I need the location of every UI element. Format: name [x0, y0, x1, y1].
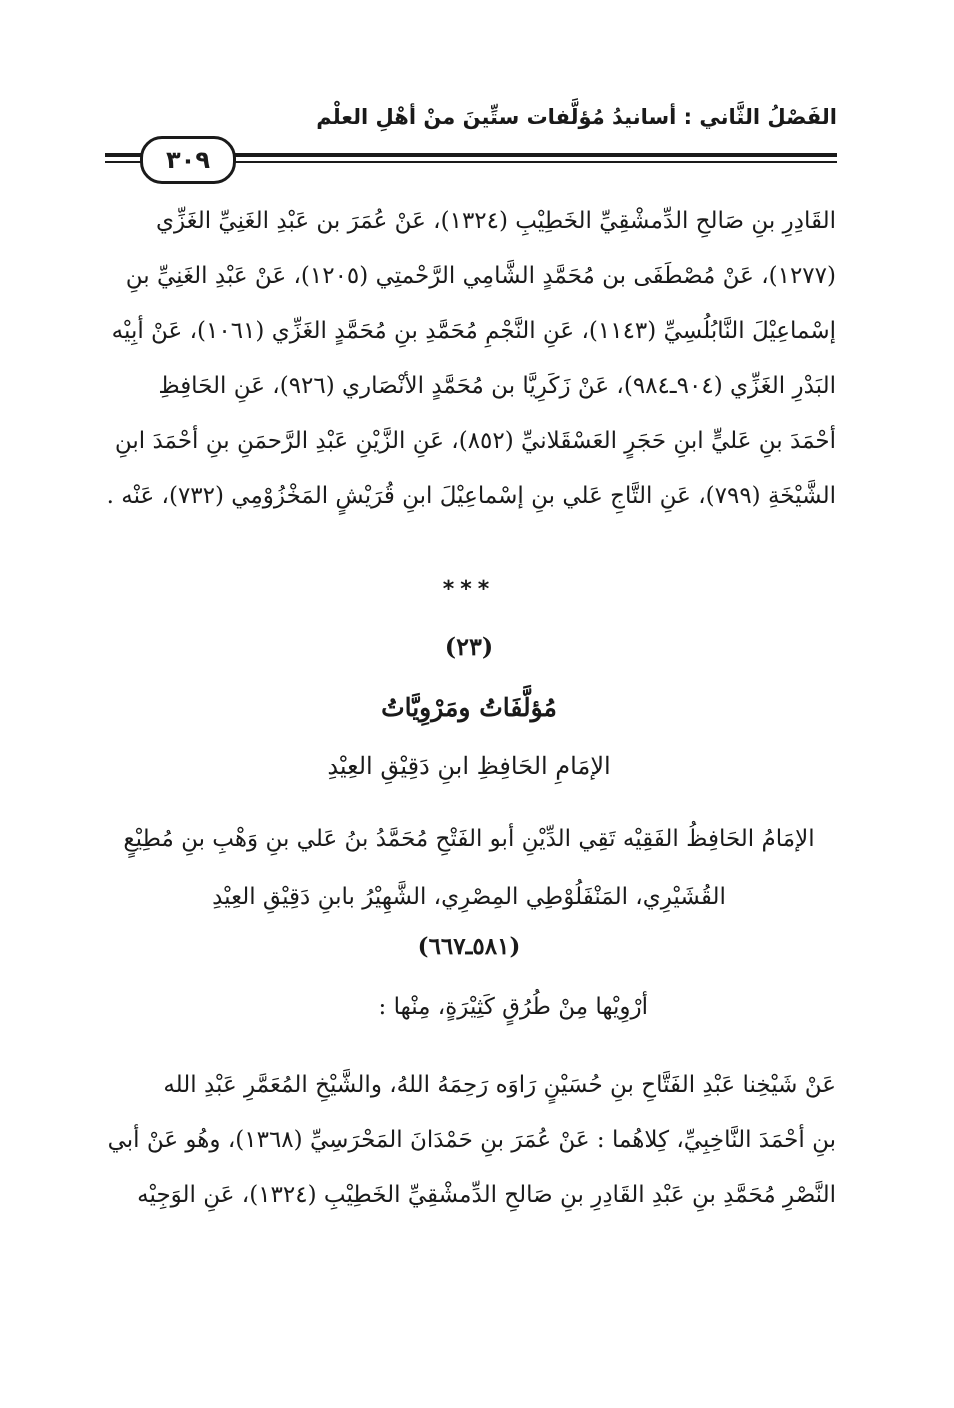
text-line: البَدْرِ الغَزِّي (٩٠٤ـ٩٨٤)، عَنْ زَكَرِيَّا بن مُحَمَّدٍ الأنْصَاري (٩٢٦)، عَنِ الحَافِظِ: [158, 373, 836, 399]
life-dates: (٥٨١ـ٦٦٧): [417, 933, 521, 960]
text-line: إسْماعِيْلَ النَّابُلُسِيِّ (١١٤٣)، عَنِ النَّجْمِ مُحَمَّدِ بنِ مُحَمَّدٍ الغَزِّي (١٠٦١)، عَنْ أبِيْه: [111, 318, 836, 344]
text-line: أحْمَدَ بنِ عَليٍّ ابنِ حَجَرٍ العَسْقَلانيِّ (٨٥٢)، عَنِ الزَّيْنِ عَبْدِ الرَّحمَنِ بنِ أحْمَدَ ابنِ: [114, 428, 836, 454]
intro-line: أرْوِيْها مِنْ طُرُقٍ كَثِيْرَةٍ، مِنْها :: [378, 994, 648, 1020]
full-name-line: القُشَيْرِي، المَنْفَلُوْطِي المِصْرِي، الشَّهِيْرُ بابنِ دَقِيْقِ العِيْدِ: [212, 884, 726, 910]
full-name-line: الإمَامُ الحَافِظُ الفَقِيْه تَقِي الدِّيْنِ أبو الفَتْحِ مُحَمَّدُ بنُ عَلي بنِ وَهْبِ بنِ مُطِيْعٍ: [123, 826, 815, 852]
section-subtitle: الإمَامِ الحَافِظِ ابنِ دَقِيْقِ العِيْدِ: [327, 752, 611, 780]
page-header: [105, 105, 837, 185]
text-line: (١٢٧٧)، عَنْ مُصْطَفَى بن مُحَمَّدٍ الشَّامِي الرَّحْمتِي (١٢٠٥)، عَنْ عَبْدِ الغَنِيِّ بنِ: [125, 263, 836, 289]
section-title: مُؤلَّفَاتُ ومَرْوِيَّاتُ: [381, 693, 557, 722]
text-line: عَنْ شَيْخِنا عَبْدِ الفَتَّاحِ بنِ حُسَيْنٍ رَاوَه رَحِمَهُ اللهُ، والشَّيْخِ المُعَمَّرِ عَبْدِ الله: [163, 1072, 836, 1098]
text-line: النَّصْرِ مُحَمَّدِ بنِ عَبْدِ القَادِرِ بنِ صَالحِ الدِّمشْقِيِّ الخَطِيْبِ (١٣٢٤)، عَنِ الوَجِيْه: [137, 1182, 836, 1208]
entry-number: (٢٣): [444, 632, 494, 661]
text-line: بنِ أحْمَدَ النَّاخِبِيِّ، كِلاهُما : عَنْ عُمَرَ بنِ حَمْدَانَ المَحْرَسِيِّ (١٣٦٨)، وهُو عَنْ أبي: [107, 1127, 836, 1153]
paragraph-top: [102, 194, 836, 524]
page-number: ٣٠٩: [140, 136, 236, 184]
text-line: القَادِرِ بنِ صَالحِ الدِّمشْقِيِّ الخَطِيْبِ (١٣٢٤)، عَنْ عُمَرَ بن عَبْدِ الغَنِيِّ الغَزِّي: [155, 208, 836, 234]
paragraph-bottom: [102, 1058, 836, 1223]
full-name-block: [102, 810, 836, 926]
section-separator: ***: [442, 577, 496, 602]
text-line: الشَّيْخَةِ (٧٩٩)، عَنِ التَّاجِ عَلي بنِ إسْماعِيْلَ ابنِ قُرَيْشٍ المَخْزُوْمِي (٧٣٢)، عَنْه .: [106, 483, 836, 509]
running-title: الفَصْلُ الثَّاني : أسانيدُ مُؤلَّفات ستِّينَ منْ أهْلِ العلْم: [316, 105, 837, 129]
